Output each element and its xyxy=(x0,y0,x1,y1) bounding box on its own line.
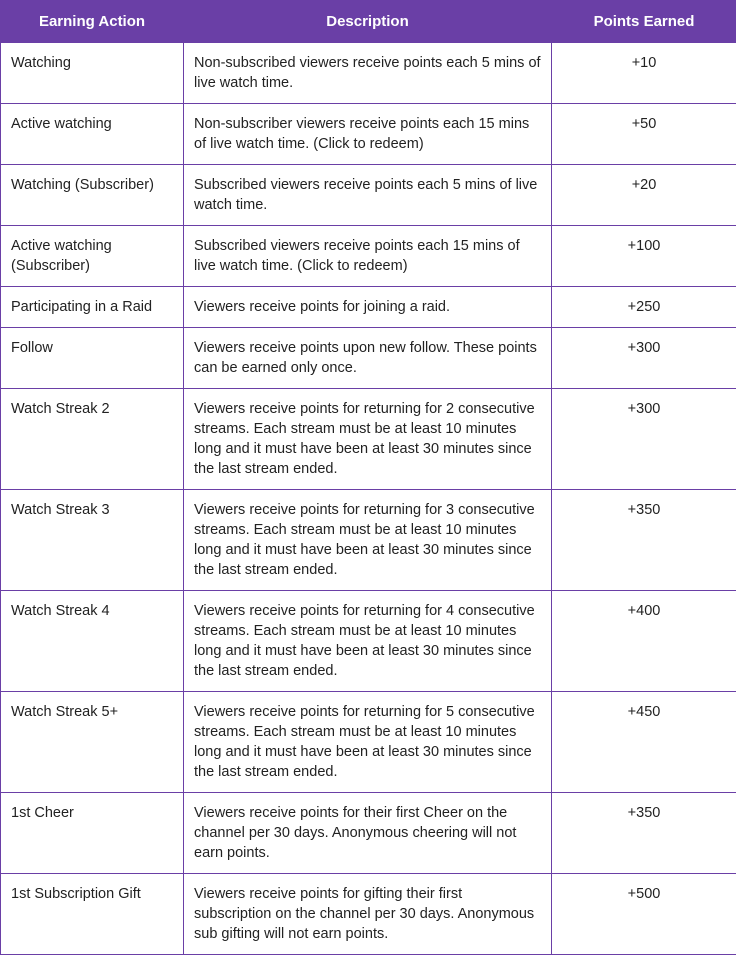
action-cell: Active watching xyxy=(1,104,184,165)
header-earning-action: Earning Action xyxy=(1,1,184,43)
action-cell: Watching xyxy=(1,43,184,104)
description-cell: Subscribed viewers receive points each 15 mins of live watch time. (Click to redeem) xyxy=(184,226,552,287)
table-row xyxy=(1,793,736,874)
action-cell: 1st Cheer xyxy=(1,793,184,874)
action-cell: Watch Streak 5+ xyxy=(1,692,184,793)
table-row xyxy=(1,490,736,591)
action-cell: 1st Subscription Gift xyxy=(1,874,184,955)
table-row xyxy=(1,165,736,226)
table-row xyxy=(1,692,736,793)
points-cell: +50 xyxy=(552,104,736,165)
description-cell: Viewers receive points for joining a raid. xyxy=(184,287,552,328)
table-row xyxy=(1,287,736,328)
description-cell: Viewers receive points for returning for 2 consecutive streams. Each stream must be at least 10 minutes long and it must have been at least 30 minutes since the last stream ended. xyxy=(184,389,552,490)
points-cell: +500 xyxy=(552,874,736,955)
action-cell: Watch Streak 2 xyxy=(1,389,184,490)
description-cell: Viewers receive points for their first Cheer on the channel per 30 days. Anonymous cheering will not earn points. xyxy=(184,793,552,874)
points-cell: +400 xyxy=(552,591,736,692)
action-cell: Participating in a Raid xyxy=(1,287,184,328)
table-row xyxy=(1,328,736,389)
points-cell: +10 xyxy=(552,43,736,104)
header-points-earned: Points Earned xyxy=(552,1,736,43)
description-cell: Non-subscriber viewers receive points each 15 mins of live watch time. (Click to redeem) xyxy=(184,104,552,165)
table-row xyxy=(1,591,736,692)
points-cell: +20 xyxy=(552,165,736,226)
action-cell: Watch Streak 3 xyxy=(1,490,184,591)
action-cell: Follow xyxy=(1,328,184,389)
table-body xyxy=(1,43,736,955)
points-cell: +300 xyxy=(552,389,736,490)
header-description: Description xyxy=(184,1,552,43)
points-cell: +250 xyxy=(552,287,736,328)
description-cell: Non-subscribed viewers receive points each 5 mins of live watch time. xyxy=(184,43,552,104)
description-cell: Subscribed viewers receive points each 5 mins of live watch time. xyxy=(184,165,552,226)
description-cell: Viewers receive points for gifting their first subscription on the channel per 30 days. Anonymous sub gifting will not earn points. xyxy=(184,874,552,955)
description-cell: Viewers receive points for returning for 5 consecutive streams. Each stream must be at least 10 minutes long and it must have been at least 30 minutes since the last stream ended. xyxy=(184,692,552,793)
points-cell: +300 xyxy=(552,328,736,389)
points-cell: +100 xyxy=(552,226,736,287)
points-cell: +450 xyxy=(552,692,736,793)
action-cell: Watching (Subscriber) xyxy=(1,165,184,226)
action-cell: Watch Streak 4 xyxy=(1,591,184,692)
table-row xyxy=(1,226,736,287)
table-row xyxy=(1,389,736,490)
table-header xyxy=(1,1,736,43)
description-cell: Viewers receive points for returning for 3 consecutive streams. Each stream must be at least 10 minutes long and it must have been at least 30 minutes since the last stream ended. xyxy=(184,490,552,591)
action-cell: Active watching (Subscriber) xyxy=(1,226,184,287)
table-row xyxy=(1,43,736,104)
description-cell: Viewers receive points upon new follow. These points can be earned only once. xyxy=(184,328,552,389)
points-cell: +350 xyxy=(552,490,736,591)
description-cell: Viewers receive points for returning for 4 consecutive streams. Each stream must be at least 10 minutes long and it must have been at least 30 minutes since the last stream ended. xyxy=(184,591,552,692)
table-row xyxy=(1,104,736,165)
table-row xyxy=(1,874,736,955)
points-cell: +350 xyxy=(552,793,736,874)
header-row xyxy=(1,1,736,43)
